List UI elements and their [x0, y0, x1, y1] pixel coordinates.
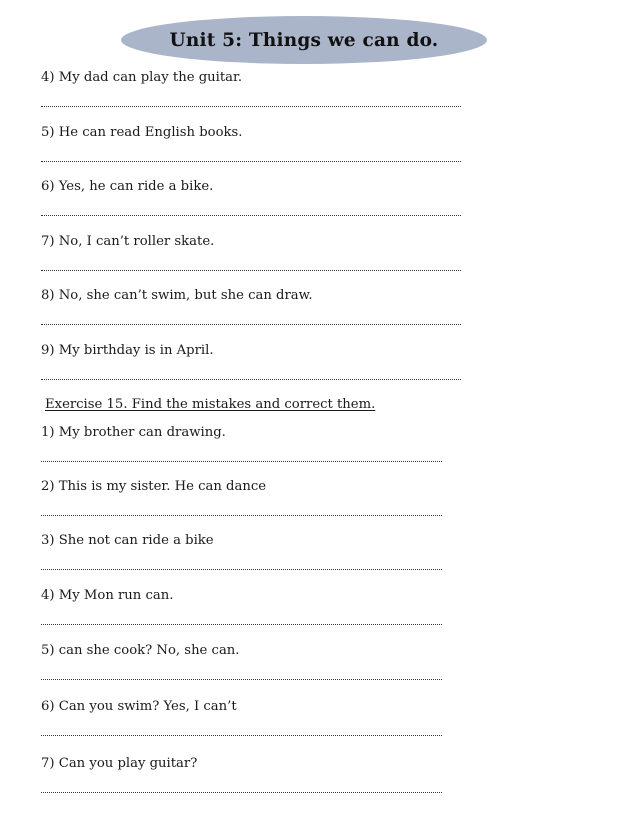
- answer-line-9[interactable]: [41, 379, 461, 380]
- question-6: 6) Yes, he can ride a bike.: [41, 179, 214, 194]
- answer-line-6[interactable]: [41, 215, 461, 216]
- question-5: 5) He can read English books.: [41, 125, 243, 140]
- correction-line-6[interactable]: [41, 735, 442, 736]
- answer-line-5[interactable]: [41, 161, 461, 162]
- answer-line-8[interactable]: [41, 324, 461, 325]
- correction-line-1[interactable]: [41, 461, 442, 462]
- answer-line-4[interactable]: [41, 106, 461, 107]
- question-4: 4) My dad can play the guitar.: [41, 70, 243, 85]
- correction-line-2[interactable]: [41, 515, 442, 516]
- mistake-item-3: 3) She not can ride a bike: [41, 533, 214, 548]
- correction-line-3[interactable]: [41, 569, 442, 570]
- mistake-item-6: 6) Can you swim? Yes, I can’t: [41, 699, 237, 714]
- correction-line-4[interactable]: [41, 624, 442, 625]
- page-title: Unit 5: Things we can do.: [169, 29, 439, 51]
- mistake-item-1: 1) My brother can drawing.: [41, 425, 226, 440]
- title-banner: [121, 16, 487, 64]
- mistake-item-7: 7) Can you play guitar?: [41, 756, 198, 771]
- question-9: 9) My birthday is in April.: [41, 343, 214, 358]
- question-7: 7) No, I can’t roller skate.: [41, 234, 215, 249]
- correction-line-5[interactable]: [41, 679, 442, 680]
- mistake-item-5: 5) can she cook? No, she can.: [41, 643, 240, 658]
- exercise-15-heading: Exercise 15. Find the mistakes and correct them.: [45, 397, 376, 412]
- question-8: 8) No, she can’t swim, but she can draw.: [41, 288, 313, 303]
- correction-line-7[interactable]: [41, 792, 442, 793]
- mistake-item-2: 2) This is my sister. He can dance: [41, 479, 267, 494]
- mistake-item-4: 4) My Mon run can.: [41, 588, 174, 603]
- answer-line-7[interactable]: [41, 270, 461, 271]
